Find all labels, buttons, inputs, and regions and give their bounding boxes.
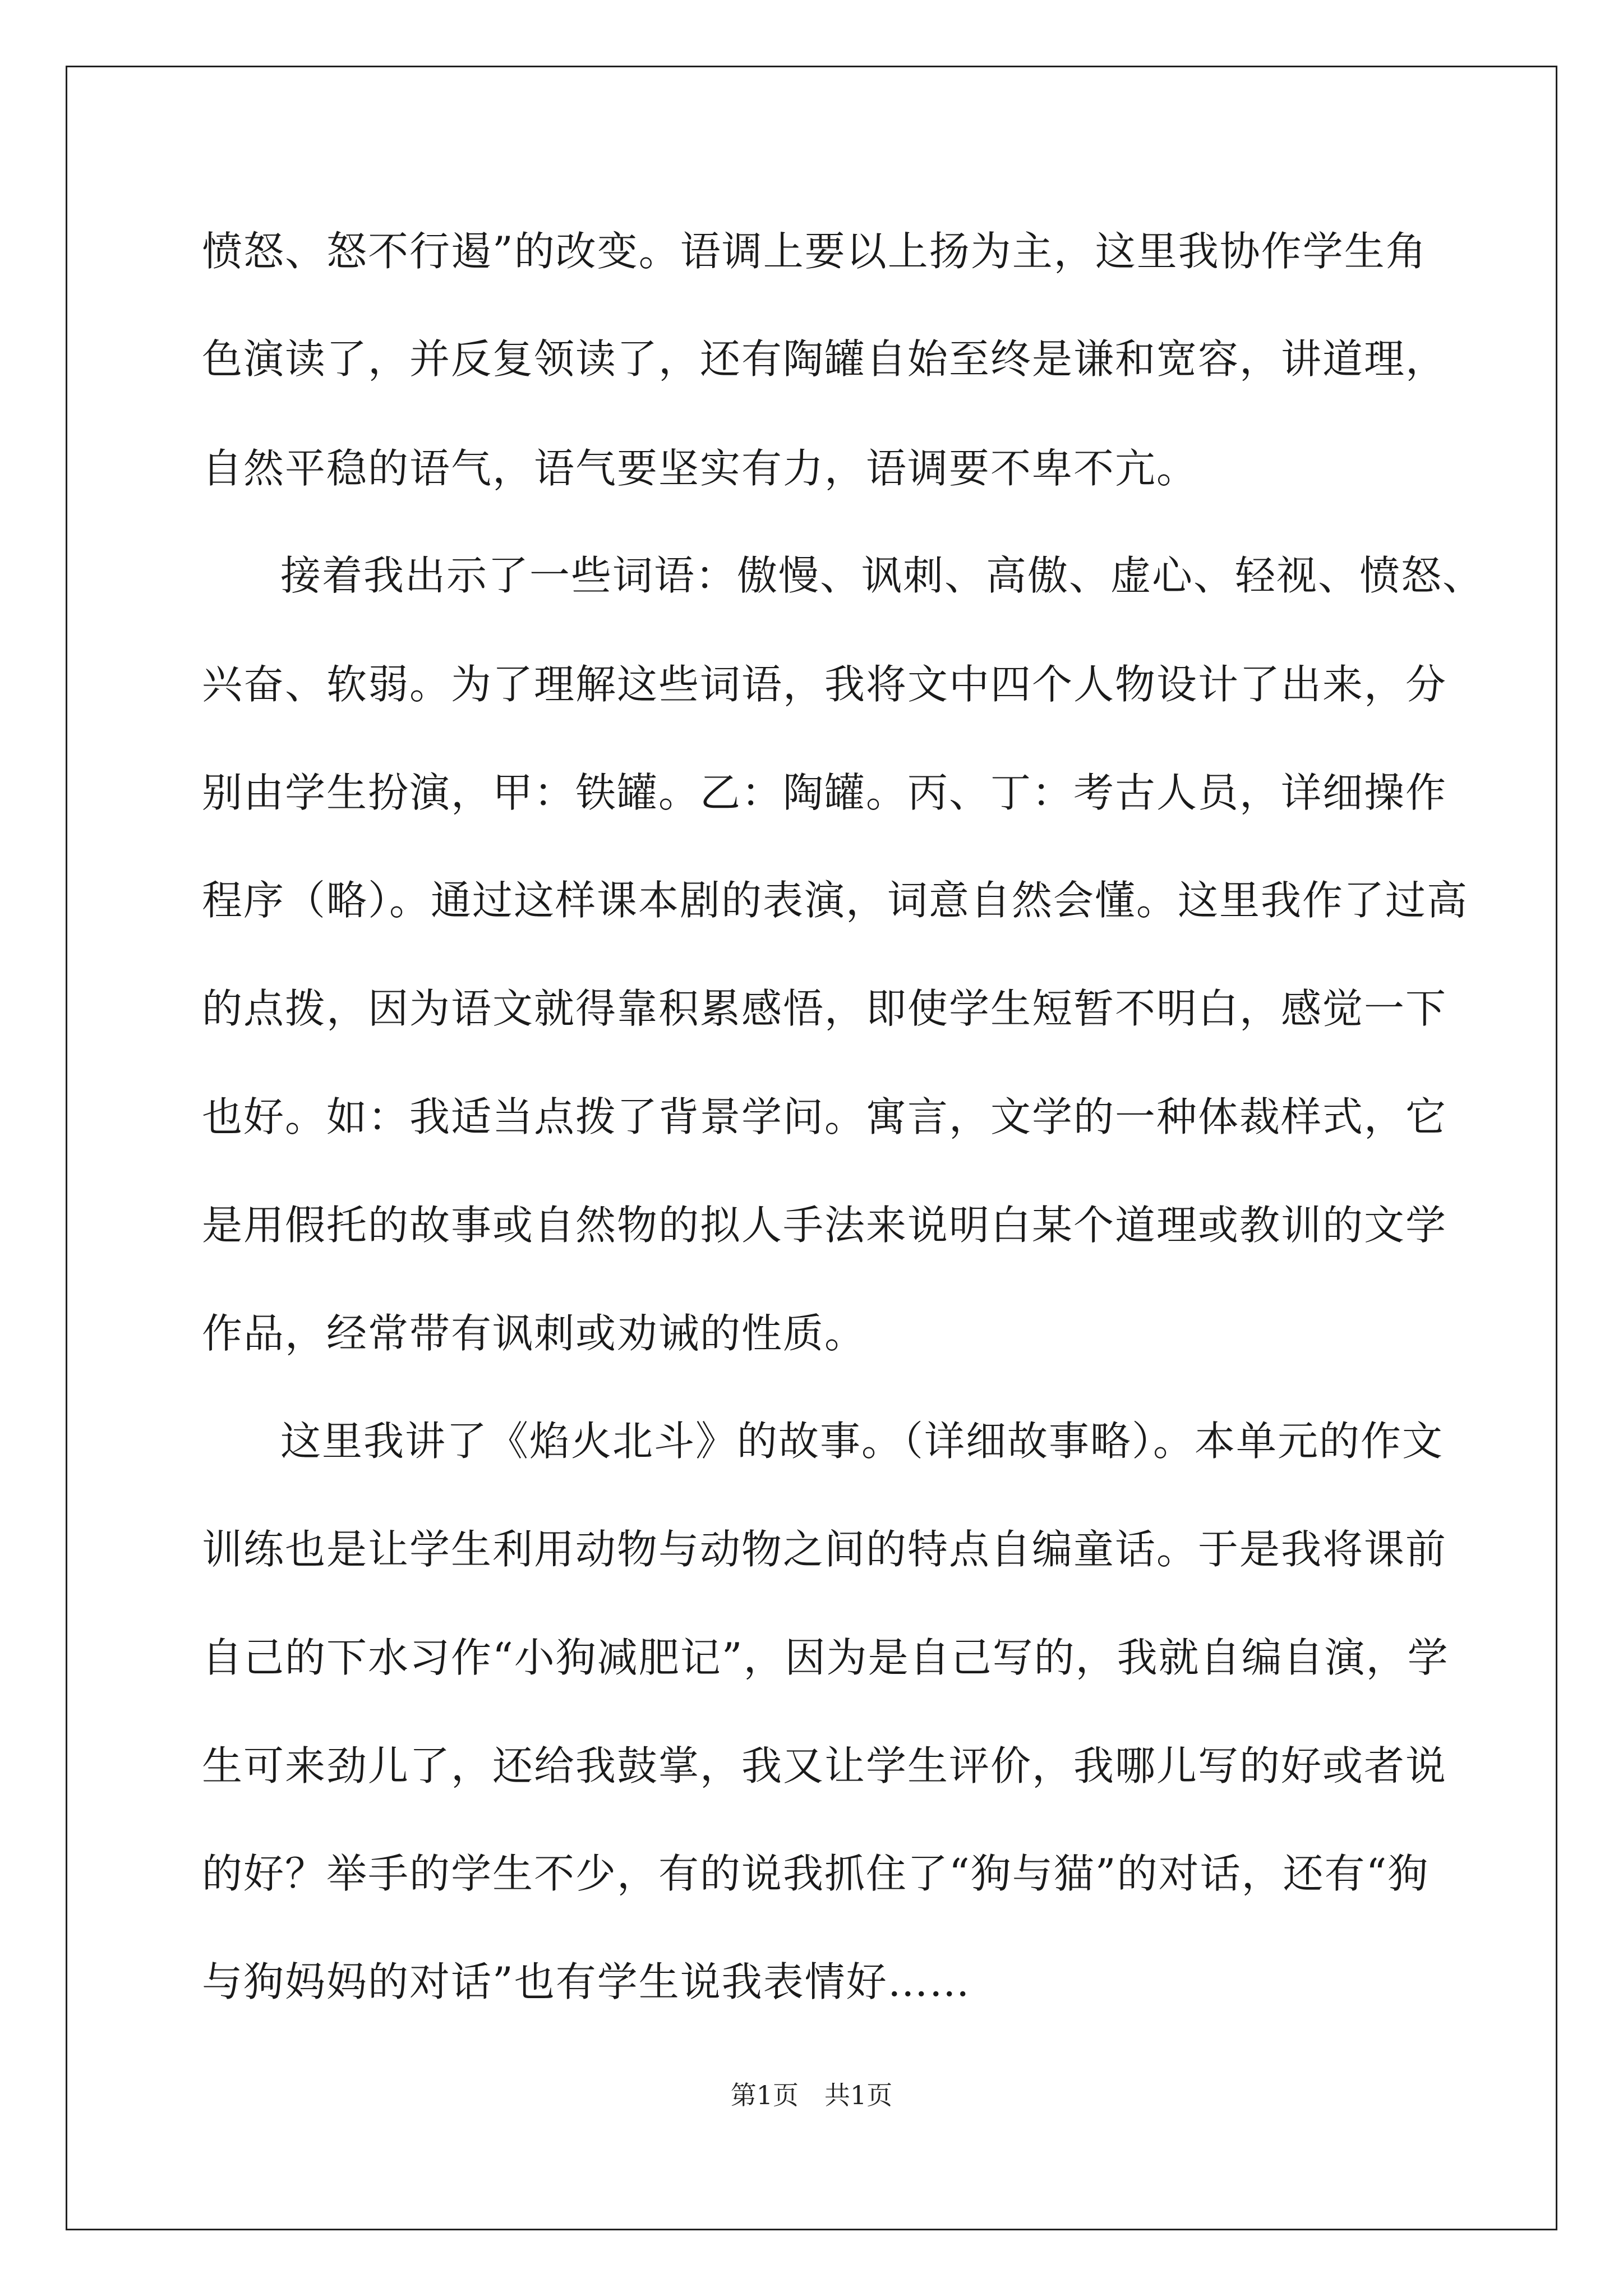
text-line: 程序（略）。通过这样课本剧的表演，词意自然会懂。这里我作了过高 <box>202 877 1469 924</box>
text-line: 兴奋、软弱。为了理解这些词语，我将文中四个人物设计了出来，分 <box>202 661 1447 708</box>
text-line: 自然平稳的语气，语气要坚实有力，语调要不卑不亢。 <box>202 445 1198 492</box>
text-line: 与狗妈妈的对话”也有学生说我表情好…… <box>202 1958 971 2005</box>
text-line: 色演读了，并反复领读了，还有陶罐自始至终是谦和宽容，讲道理， <box>202 335 1447 383</box>
text-line: 自己的下水习作“小狗减肥记”，因为是自己写的，我就自编自演，学 <box>202 1634 1449 1681</box>
page-border <box>66 66 1557 2230</box>
text-line: 的好？举手的学生不少，有的说我抓住了“狗与猫”的对话，还有“狗 <box>202 1850 1430 1897</box>
text-line: 这里我讲了《焰火北斗》的故事。（详细故事略）。本单元的作文 <box>280 1418 1444 1465</box>
page-footer: 第1页 共1页 <box>730 2080 893 2110</box>
text-line: 训练也是让学生利用动物与动物之间的特点自编童话。于是我将课前 <box>202 1526 1447 1573</box>
text-line: 生可来劲儿了，还给我鼓掌，我又让学生评价，我哪儿写的好或者说 <box>202 1742 1447 1789</box>
text-line: 是用假托的故事或自然物的拟人手法来说明白某个道理或教训的文学 <box>202 1202 1447 1249</box>
text-line: 接着我出示了一些词语：傲慢、讽刺、高傲、虚心、轻视、愤怒、 <box>280 552 1484 599</box>
text-line: 愤怒、怒不行遏”的改变。语调上要以上扬为主，这里我协作学生角 <box>202 228 1427 275</box>
text-line: 的点拨，因为语文就得靠积累感悟，即使学生短暂不明白，感觉一下 <box>202 985 1447 1032</box>
text-line: 别由学生扮演，甲：铁罐。乙：陶罐。丙、丁：考古人员，详细操作 <box>202 769 1447 816</box>
text-line: 也好。如：我适当点拨了背景学问。寓言，文学的一种体裁样式，它 <box>202 1093 1447 1140</box>
text-line: 作品，经常带有讽刺或劝诫的性质。 <box>202 1310 866 1357</box>
